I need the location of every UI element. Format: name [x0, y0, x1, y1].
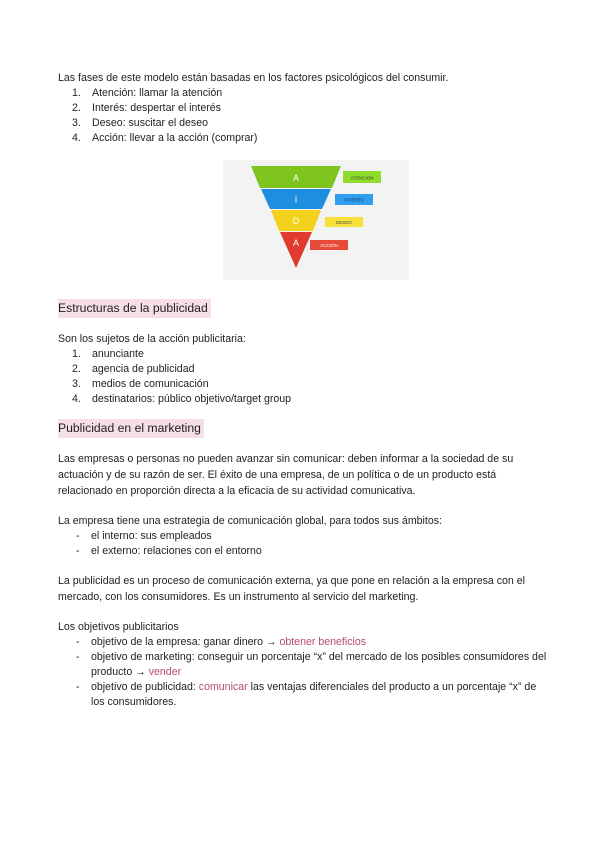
objectives-list	[58, 635, 548, 710]
aida-funnel-figure	[223, 160, 409, 280]
aida-phase-list	[58, 86, 548, 146]
funnel-letter-interest: I	[294, 195, 298, 205]
list-item: 2. agencia de publicidad	[72, 363, 195, 375]
list-item: - el externo: relaciones con el entorno	[76, 545, 262, 557]
list-item: 3. medios de comunicación	[72, 378, 209, 390]
document-page	[58, 70, 548, 710]
tag-label-attention: ATENCIÓN	[350, 175, 374, 181]
list-item: 3. Deseo: suscitar el deseo	[72, 117, 209, 129]
scope-list	[58, 529, 548, 559]
highlighted-term: comunicar	[198, 681, 248, 693]
marketing-paragraph-3: La publicidad es un proceso de comunicación externa, ya que pone en relación a la empresa con el mercado, con los consumidores. Es un instrumento al servicio del marketing.	[58, 575, 526, 603]
list-item: 2. Interés: despertar el interés	[72, 102, 221, 114]
structures-intro: Son los sujetos de la acción publicitaria:	[58, 333, 246, 345]
highlighted-term: vender	[148, 666, 182, 678]
section-heading-structures: Estructuras de la publicidad	[58, 299, 548, 318]
marketing-paragraph-2: La empresa tiene una estrategia de comunicación global, para todos sus ámbitos:	[58, 515, 442, 527]
objectives-title: Los objetivos publicitarios	[58, 621, 179, 633]
list-item: - objetivo de marketing: conseguir un porcentaje “x” del mercado de los posibles consumidores del producto → vender	[76, 651, 547, 678]
list-item: 1. anunciante	[72, 348, 144, 360]
funnel-letter-action: A	[292, 238, 300, 248]
funnel-letter-attention: A	[292, 173, 300, 183]
marketing-paragraph-1: Las empresas o personas no pueden avanzar sin comunicar: deben informar a la sociedad de su actuación y de su razón de ser. El éxito de una empresa, de un política o de un producto está relacionado en proporción directa a la eficacia de su actividad comunicativa.	[58, 453, 514, 497]
section-heading-marketing: Publicidad en el marketing	[58, 419, 548, 438]
list-item: - objetivo de publicidad: comunicar las ventajas diferenciales del producto a un porcentaje “x” de los consumidores.	[76, 681, 537, 708]
tag-label-desire: DESEO	[336, 220, 352, 225]
structures-list	[58, 347, 548, 407]
list-item: 1. Atención: llamar la atención	[72, 87, 223, 99]
list-item: 4. destinatarios: público objetivo/target group	[72, 393, 292, 405]
tag-label-action: ACCIÓN	[320, 243, 338, 248]
funnel-letter-desire: D	[292, 216, 300, 226]
highlighted-term: obtener beneficios	[279, 636, 367, 648]
list-item: 4. Acción: llevar a la acción (comprar)	[72, 132, 258, 144]
list-item: - objetivo de la empresa: ganar dinero → obtener beneficios	[76, 636, 367, 648]
tag-label-interest: INTERÉS	[344, 197, 364, 203]
aida-funnel-graphic	[223, 160, 409, 280]
intro-paragraph: Las fases de este modelo están basadas en los factores psicológicos del consumir.	[58, 72, 449, 84]
list-item: - el interno: sus empleados	[76, 530, 212, 542]
